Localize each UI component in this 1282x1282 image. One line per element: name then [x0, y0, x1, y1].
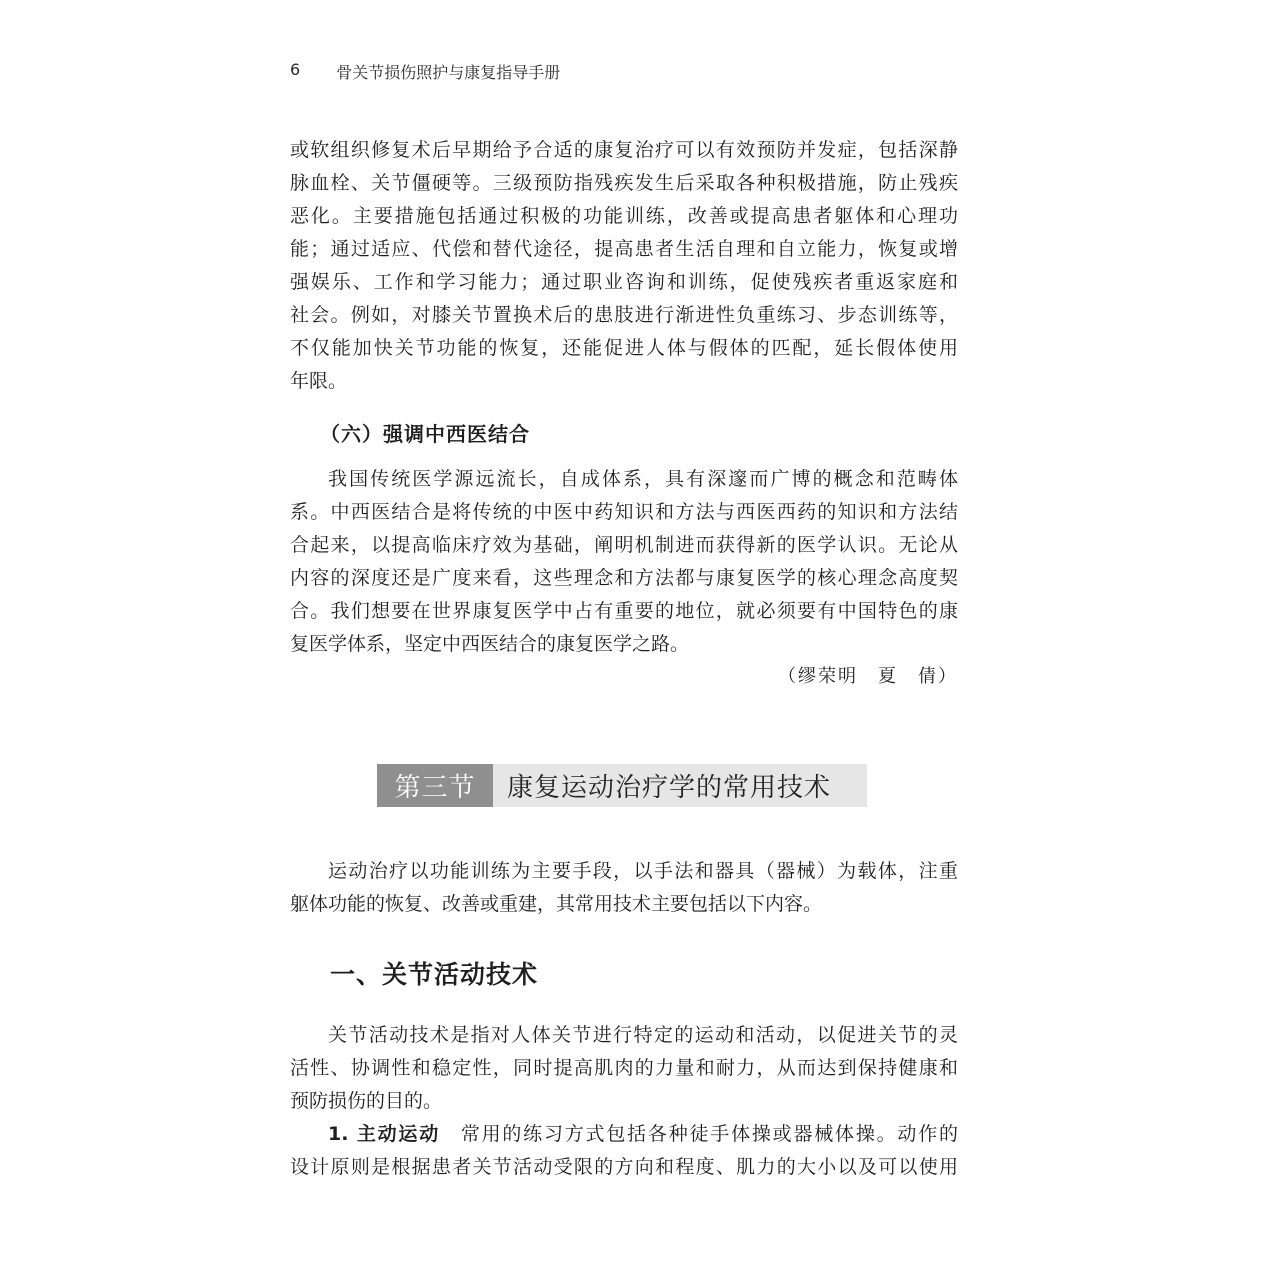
- term-active-movement: 1. 主动运动: [328, 1123, 441, 1145]
- section-banner: [377, 764, 867, 807]
- author-credit: （缪荣明 夏 倩）: [778, 666, 958, 687]
- paragraph-integration: [290, 463, 958, 661]
- paragraph-joint-definition: [290, 1019, 958, 1118]
- text-line: 复医学体系，坚定中西医结合的康复医学之路。: [290, 633, 690, 655]
- text-line: [290, 1118, 958, 1151]
- running-title: 骨关节损伤照护与康复指导手册: [336, 63, 561, 82]
- text-line: 运动治疗以功能训练为主要手段，以手法和器具（器械）为载体，注重: [328, 860, 958, 882]
- text-line: 设计原则是根据患者关节活动受限的方向和程度、肌力的大小以及可以使用: [290, 1156, 958, 1178]
- text-line: 能；通过适应、代偿和替代途径，提高患者生活自理和自立能力，恢复或增: [290, 238, 958, 260]
- page-header: [290, 60, 560, 83]
- text-line: 躯体功能的恢复、改善或重建，其常用技术主要包括以下内容。: [290, 893, 823, 915]
- text-line: 内容的深度还是广度来看，这些理念和方法都与康复医学的核心理念高度契: [290, 567, 958, 589]
- text-line: 年限。: [290, 370, 348, 392]
- text-line: 合。我们想要在世界康复医学中占有重要的地位，就必须要有中国特色的康: [290, 600, 958, 622]
- text-line: 活性、协调性和稳定性，同时提高肌肉的力量和耐力，从而达到保持健康和: [290, 1057, 958, 1079]
- text-line: 我国传统医学源远流长，自成体系，具有深邃而广博的概念和范畴体: [328, 468, 958, 490]
- paragraph-prevention: [290, 134, 958, 398]
- text-line: 合起来，以提高临床疗效为基础，阐明机制进而获得新的医学认识。无论从: [290, 534, 958, 556]
- subheading-six: （六）强调中西医结合: [320, 422, 530, 446]
- text-line: 社会。例如，对膝关节置换术后的患肢进行渐进性负重练习、步态训练等，: [290, 304, 958, 326]
- text-line: 脉血栓、关节僵硬等。三级预防指残疾发生后采取各种积极措施，防止残疾: [290, 172, 958, 194]
- paragraph-intro: [290, 855, 958, 921]
- text-segment: 常用的练习方式包括各种徒手体操或器械体操。动作的: [460, 1123, 958, 1145]
- text-line: 预防损伤的目的。: [290, 1090, 443, 1112]
- page-number: 6: [290, 60, 301, 79]
- text-line: 或软组织修复术后早期给予合适的康复治疗可以有效预防并发症，包括深静: [290, 139, 958, 161]
- section-title: 康复运动治疗学的常用技术: [507, 773, 832, 803]
- paragraph-active-movement: [290, 1118, 958, 1184]
- text-line: 恶化。主要措施包括通过积极的功能训练，改善或提高患者躯体和心理功: [290, 205, 958, 227]
- section-number: 第三节: [377, 764, 493, 807]
- text-line: 不仅能加快关节功能的恢复，还能促进人体与假体的匹配，延长假体使用: [290, 337, 958, 359]
- text-line: 强娱乐、工作和学习能力；通过职业咨询和训练，促使残疾者重返家庭和: [290, 271, 958, 293]
- text-line: 关节活动技术是指对人体关节进行特定的运动和活动，以促进关节的灵: [328, 1024, 958, 1046]
- heading-joint-activity: 一、关节活动技术: [330, 960, 539, 989]
- text-line: 系。中西医结合是将传统的中医中药知识和方法与西医西药的知识和方法结: [290, 501, 958, 523]
